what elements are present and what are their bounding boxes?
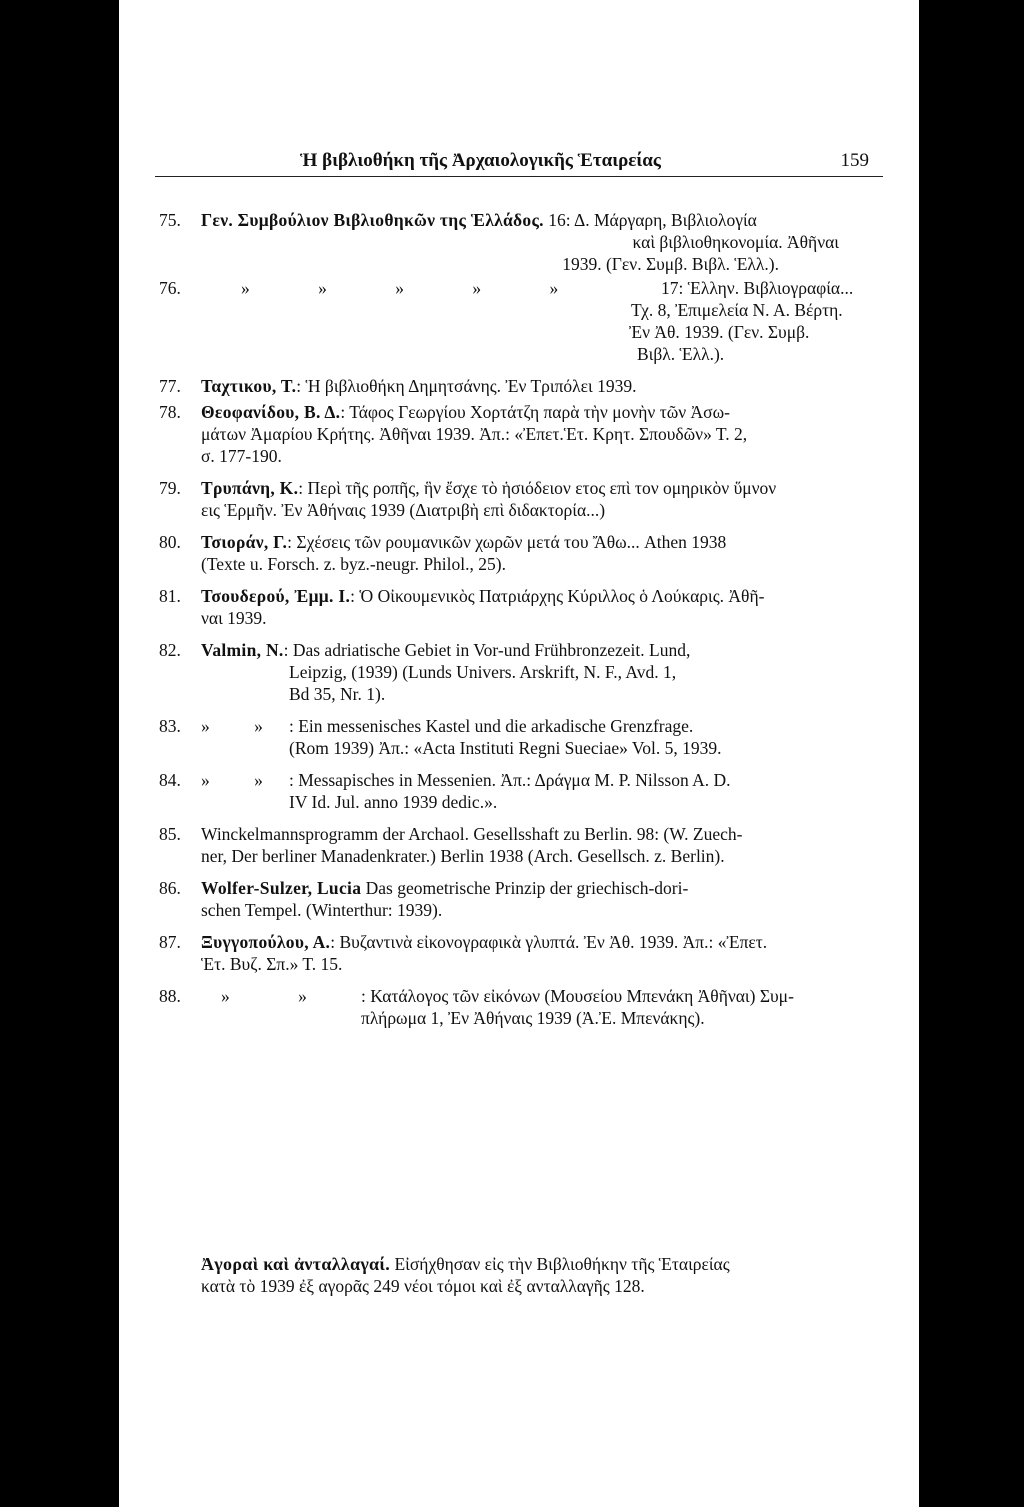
bibliography-entry xyxy=(159,715,839,759)
entry-text: μάτων Ἀμαρίου Κρήτης. Ἀθῆναι 1939. Ἀπ.: «Ἐπετ.Ἑτ. Κρητ. Σπουδῶν» Τ. 2, xyxy=(201,424,748,444)
entry-author: Τρυπάνη, Κ. xyxy=(201,478,299,498)
bibliography-entry xyxy=(159,769,839,813)
entry-author: Θεοφανίδου, Β. Δ. xyxy=(201,402,341,422)
entry-text: 1939. (Γεν. Συμβ. Βιβλ. Ἑλλ.). xyxy=(562,254,779,274)
bibliography-entry xyxy=(159,877,839,921)
entry-text: Ἐν Ἀθ. 1939. (Γεν. Συμβ. xyxy=(629,322,810,342)
entry-number: 85. xyxy=(159,824,181,844)
entry-text: : Τάφος Γεωργίου Χορτάτζη παρὰ τὴν μονὴν τῶν Ἀσω- xyxy=(340,402,730,422)
entry-text: : Ὁ Οἰκουμενικὸς Πατριάρχης Κύριλλος ὁ Λούκαρις. Ἀθῆ- xyxy=(350,586,765,606)
bibliography-entry xyxy=(159,209,839,275)
entry-text: Leipzig, (1939) (Lunds Univers. Arskrift, N. F., Avd. 1, xyxy=(289,662,677,682)
closing-paragraph xyxy=(201,1253,841,1297)
closing-text: κατὰ τὸ 1939 ἐξ αγορᾶς 249 νέοι τόμοι καὶ ἐξ ανταλλαγῆς 128. xyxy=(201,1276,645,1296)
ditto-marks: » » » » » xyxy=(241,278,591,298)
entry-text: schen Tempel. (Winterthur: 1939). xyxy=(201,900,443,920)
ditto-marks: » » xyxy=(221,986,307,1006)
entry-text: πλήρωμα 1, Ἐν Ἀθήναις 1939 (Ἀ.Ἐ. Μπενάκης). xyxy=(361,1008,705,1028)
bibliography-entry xyxy=(159,277,854,365)
bibliography-entry xyxy=(159,931,839,975)
entry-number: 76. xyxy=(159,278,181,298)
bibliography-entry xyxy=(159,375,839,397)
entry-number: 80. xyxy=(159,532,181,552)
entry-number: 82. xyxy=(159,640,181,660)
entry-text: : Ἡ βιβλιοθήκη Δημητσάνης. Ἐν Τριπόλει 1939. xyxy=(296,376,637,396)
document-page xyxy=(119,0,919,1507)
entry-text: : Messapisches in Messenien. Ἀπ.: Δράγμα M. P. Nilsson A. D. xyxy=(289,770,731,790)
entry-text: ναι 1939. xyxy=(201,608,267,628)
ditto-marks: » » xyxy=(201,716,263,736)
entry-text: Τχ. 8, Ἐπιμελεία Ν. Α. Βέρτη. xyxy=(631,300,843,320)
entry-number: 81. xyxy=(159,586,181,606)
page-number: 159 xyxy=(840,150,869,171)
entry-number: 75. xyxy=(159,210,181,230)
entry-text: : Περὶ τῆς ροπῆς, ἣν ἔσχε τὸ ἡσιόδειον ετος επὶ τον ομηρικὸν ὕμνον xyxy=(298,478,777,498)
entry-author: Τσιοράν, Γ. xyxy=(201,532,288,552)
bibliography-entry xyxy=(159,639,839,705)
entry-text: ner, Der berliner Manadenkrater.) Berlin 1938 (Arch. Gesellsch. z. Berlin). xyxy=(201,846,725,866)
entry-author: Γεν. Συμβούλιον Βιβλιοθηκῶν της Ἑλλάδος. xyxy=(201,210,544,230)
entry-text: (Texte u. Forsch. z. byz.-neugr. Philol., 25). xyxy=(201,554,506,574)
entry-text: Ἑτ. Βυζ. Σπ.» Τ. 15. xyxy=(201,954,343,974)
bibliography-entry xyxy=(159,985,839,1029)
entry-number: 78. xyxy=(159,402,181,422)
entry-number: 79. xyxy=(159,478,181,498)
entry-number: 77. xyxy=(159,376,181,396)
bibliography-entry xyxy=(159,823,839,867)
entry-text: (Rom 1939) Ἀπ.: «Acta Instituti Regni Sueciae» Vol. 5, 1939. xyxy=(289,738,722,758)
entry-text: 17: Ἑλλην. Βιβλιογραφία... xyxy=(661,278,854,298)
entry-text: Das geometrische Prinzip der griechisch-dori- xyxy=(365,878,689,898)
entry-author: Ξυγγοπούλου, Α. xyxy=(201,932,331,952)
entry-text: Bd 35, Nr. 1). xyxy=(289,684,386,704)
ditto-marks: » » xyxy=(201,770,263,790)
page-title: Ἡ βιβλιοθήκη τῆς Ἀρχαιολογικῆς Ἑταιρείας xyxy=(300,150,661,171)
entry-text: : Σχέσεις τῶν ρουμανικῶν χωρῶν μετά του Ἄθω... Athen 1938 xyxy=(287,532,727,552)
entry-text: σ. 177-190. xyxy=(201,446,282,466)
entry-number: 83. xyxy=(159,716,181,736)
entry-author: Ταχτικου, Τ. xyxy=(201,376,297,396)
closing-text: Εἰσήχθησαν εἰς τὴν Βιβλιοθήκην τῆς Ἑταιρείας xyxy=(394,1254,730,1274)
closing-heading: Ἀγοραὶ καὶ ἀνταλλαγαί. xyxy=(201,1254,391,1274)
entry-author: Valmin, N. xyxy=(201,640,284,660)
entry-text: καὶ βιβλιοθηκονομία. Ἀθῆναι xyxy=(632,232,839,252)
entry-text: Βιβλ. Ἑλλ.). xyxy=(637,344,725,364)
entry-text: : Ein messenisches Kastel und die arkadische Grenzfrage. xyxy=(289,716,694,736)
entry-text: : Κατάλογος τῶν εἰκόνων (Μουσείου Μπενάκη Ἀθῆναι) Συμ- xyxy=(361,986,794,1006)
entry-text: εις Ἑρμῆν. Ἐν Ἀθήναις 1939 (Διατριβὴ επὶ διδακτορία...) xyxy=(201,500,606,520)
running-header xyxy=(155,150,883,177)
bibliography-entry xyxy=(159,531,839,575)
entry-number: 87. xyxy=(159,932,181,952)
entry-text: IV Id. Jul. anno 1939 dedic.». xyxy=(289,792,498,812)
entry-number: 88. xyxy=(159,986,181,1006)
entry-author: Wolfer-Sulzer, Lucia xyxy=(201,878,362,898)
bibliography-entry xyxy=(159,477,839,521)
entry-text: Winckelmannsprogramm der Archaol. Gesellsshaft zu Berlin. 98: (W. Zuech- xyxy=(201,824,743,844)
entry-author: Τσουδερού, Ἐμμ. Ι. xyxy=(201,586,351,606)
bibliography-entry xyxy=(159,585,839,629)
entry-number: 86. xyxy=(159,878,181,898)
entry-text: : Βυζαντινὰ εἰκονογραφικὰ γλυπτά. Ἐν Ἀθ. 1939. Ἀπ.: «Ἐπετ. xyxy=(330,932,768,952)
entry-number: 84. xyxy=(159,770,181,790)
bibliography-list xyxy=(159,209,854,1039)
entry-text: : Das adriatische Gebiet in Vor-und Frühbronzezeit. Lund, xyxy=(283,640,691,660)
entry-text: 16: Δ. Μάργαρη, Βιβλιολογία xyxy=(548,210,757,230)
bibliography-entry xyxy=(159,401,839,467)
